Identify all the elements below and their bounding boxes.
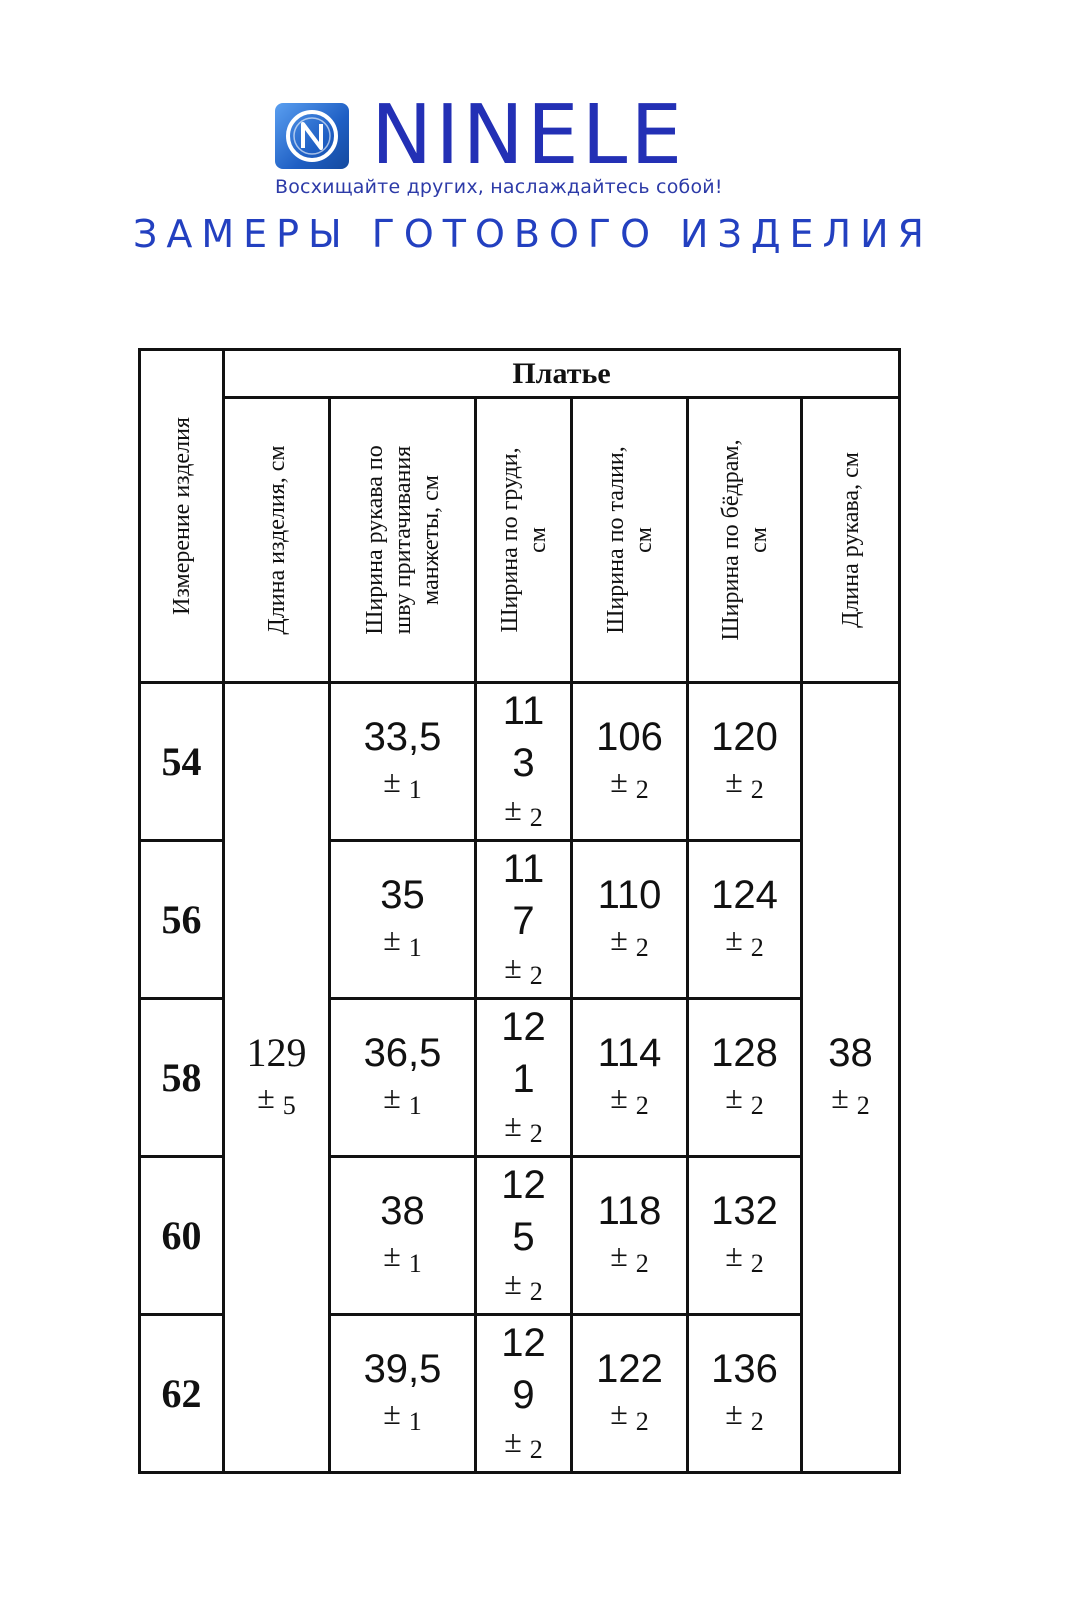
waist-cell: 122 ± $_2$ [572, 1315, 688, 1473]
sleeve-width-cell: 35 ± $_1$ [330, 841, 476, 999]
row-header: Измерение изделия [168, 417, 195, 615]
waist-cell: 106 ± $_2$ [572, 683, 688, 841]
sleeve-width-cell: 39,5 ± $_1$ [330, 1315, 476, 1473]
brand-tagline: Восхищайте других, наслаждайтесь собой! [275, 176, 723, 198]
column-header-sleeve-length: Длина рукава, см [802, 398, 900, 683]
waist-cell: 118 ± $_2$ [572, 1157, 688, 1315]
size-cell: 62 [140, 1315, 224, 1473]
size-cell: 54 [140, 683, 224, 841]
size-table [138, 348, 901, 1474]
chest-cell: 11 3 ± $_2$ [476, 683, 572, 841]
chest-cell: 12 9 ± $_2$ [476, 1315, 572, 1473]
row-header-cell [140, 350, 224, 683]
length-cell: 129 ± $_5$ [224, 683, 330, 1473]
chest-cell: 12 5 ± $_2$ [476, 1157, 572, 1315]
sleeve-width-cell: 33,5 ± $_1$ [330, 683, 476, 841]
size-cell: 60 [140, 1157, 224, 1315]
column-header-waist: Ширина по талии, см [572, 398, 688, 683]
sleeve-length-cell: 38 ± $_2$ [802, 683, 900, 1473]
column-header-sleeve-width: Ширина рукава по шву притачивания манжеты, см [330, 398, 476, 683]
brand-logo [275, 88, 686, 183]
waist-cell: 114 ± $_2$ [572, 999, 688, 1157]
hips-cell: 136 ± $_2$ [688, 1315, 802, 1473]
waist-cell: 110 ± $_2$ [572, 841, 688, 999]
column-header-length: Длина изделия, см [224, 398, 330, 683]
ninele-logo-icon [275, 103, 349, 169]
column-header-chest: Ширина по груди, см [476, 398, 572, 683]
size-cell: 56 [140, 841, 224, 999]
sleeve-width-cell: 38 ± $_1$ [330, 1157, 476, 1315]
hips-cell: 132 ± $_2$ [688, 1157, 802, 1315]
hips-cell: 120 ± $_2$ [688, 683, 802, 841]
size-cell: 58 [140, 999, 224, 1157]
column-header-hips: Ширина по бёдрам, см [688, 398, 802, 683]
hips-cell: 128 ± $_2$ [688, 999, 802, 1157]
page-title: ЗАМЕРЫ ГОТОВОГО ИЗДЕЛИЯ [133, 212, 933, 256]
header [0, 0, 1066, 300]
sleeve-width-cell: 36,5 ± $_1$ [330, 999, 476, 1157]
table-row [140, 683, 900, 841]
hips-cell: 124 ± $_2$ [688, 841, 802, 999]
chest-cell: 12 1 ± $_2$ [476, 999, 572, 1157]
chest-cell: 11 7 ± $_2$ [476, 841, 572, 999]
group-header: Платье [224, 350, 900, 398]
brand-name: NINELE [371, 88, 686, 183]
